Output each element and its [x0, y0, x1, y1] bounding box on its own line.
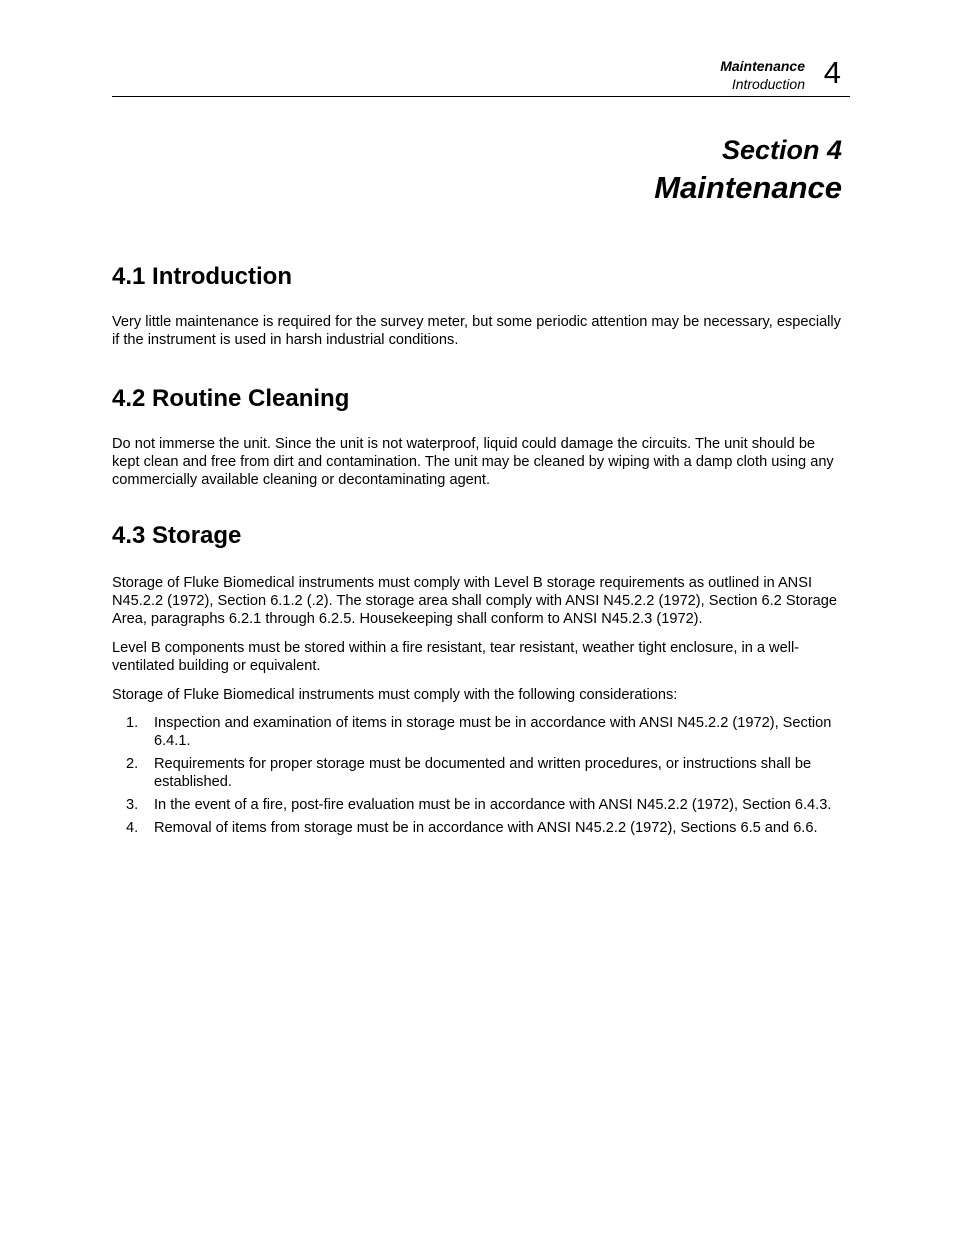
list-item-text: Removal of items from storage must be in accordance with ANSI N45.2.2 (1972), Sections 6.5 and 6.6.	[154, 820, 818, 836]
list-item	[112, 796, 842, 814]
heading-introduction: 4.1 Introduction	[112, 263, 292, 290]
running-header-section: Introduction	[731, 76, 805, 92]
list-item-text: Inspection and examination of items in storage must be in accordance with ANSI N45.2.2 (1972), Section 6.4.1.	[154, 715, 832, 749]
list-item-text: Requirements for proper storage must be documented and written procedures, or instructions shall be established.	[154, 756, 812, 790]
heading-routine-cleaning: 4.2 Routine Cleaning	[112, 385, 350, 412]
paragraph-routine-cleaning: Do not immerse the unit. Since the unit is not waterproof, liquid could damage the circuits. The unit should be kept clean and free from dirt and contamination. The unit may be cleaned by wiping with a damp cloth using any commercially available cleaning or decontaminating agent.	[112, 436, 834, 488]
list-item-text: In the event of a fire, post-fire evaluation must be in accordance with ANSI N45.2.2 (1972), Section 6.4.3.	[154, 797, 832, 813]
paragraph-introduction: Very little maintenance is required for the survey meter, but some periodic attention may be necessary, especially if the instrument is used in harsh industrial conditions.	[112, 314, 841, 348]
paragraph-level-b-components: Level B components must be stored within a fire resistant, tear resistant, weather tight enclosure, in a well-ventilated building or equivalent.	[112, 640, 800, 674]
list-item	[112, 714, 842, 750]
running-header	[112, 55, 850, 97]
list-item	[112, 819, 842, 837]
chapter-number: 4	[823, 55, 841, 90]
section-title-block	[654, 133, 842, 209]
list-item-number: 4.	[126, 820, 139, 836]
list-item-number: 2.	[126, 756, 139, 772]
section-label: Section 4	[721, 135, 842, 165]
storage-considerations-list	[112, 714, 842, 837]
section-name: Maintenance	[654, 170, 842, 205]
heading-storage: 4.3 Storage	[112, 522, 242, 549]
running-header-text	[720, 57, 805, 93]
paragraph-storage-requirements: Storage of Fluke Biomedical instruments must comply with Level B storage requirements as outlined in ANSI N45.2.2 (1972), Section 6.1.2 (.2). The storage area shall comply with ANSI N45.2.2 (1972), Section 6.2 Storage Area, paragraphs 6.2.1 through 6.2.5. Housekeeping shall conform to ANSI N45.2.3 (1972).	[112, 575, 837, 627]
main-content	[112, 257, 842, 842]
list-item-number: 3.	[126, 797, 139, 813]
running-header-chapter: Maintenance	[720, 58, 805, 74]
paragraph-storage-considerations: Storage of Fluke Biomedical instruments must comply with the following considerations:	[112, 687, 678, 703]
list-item-number: 1.	[126, 715, 139, 731]
list-item	[112, 755, 842, 791]
